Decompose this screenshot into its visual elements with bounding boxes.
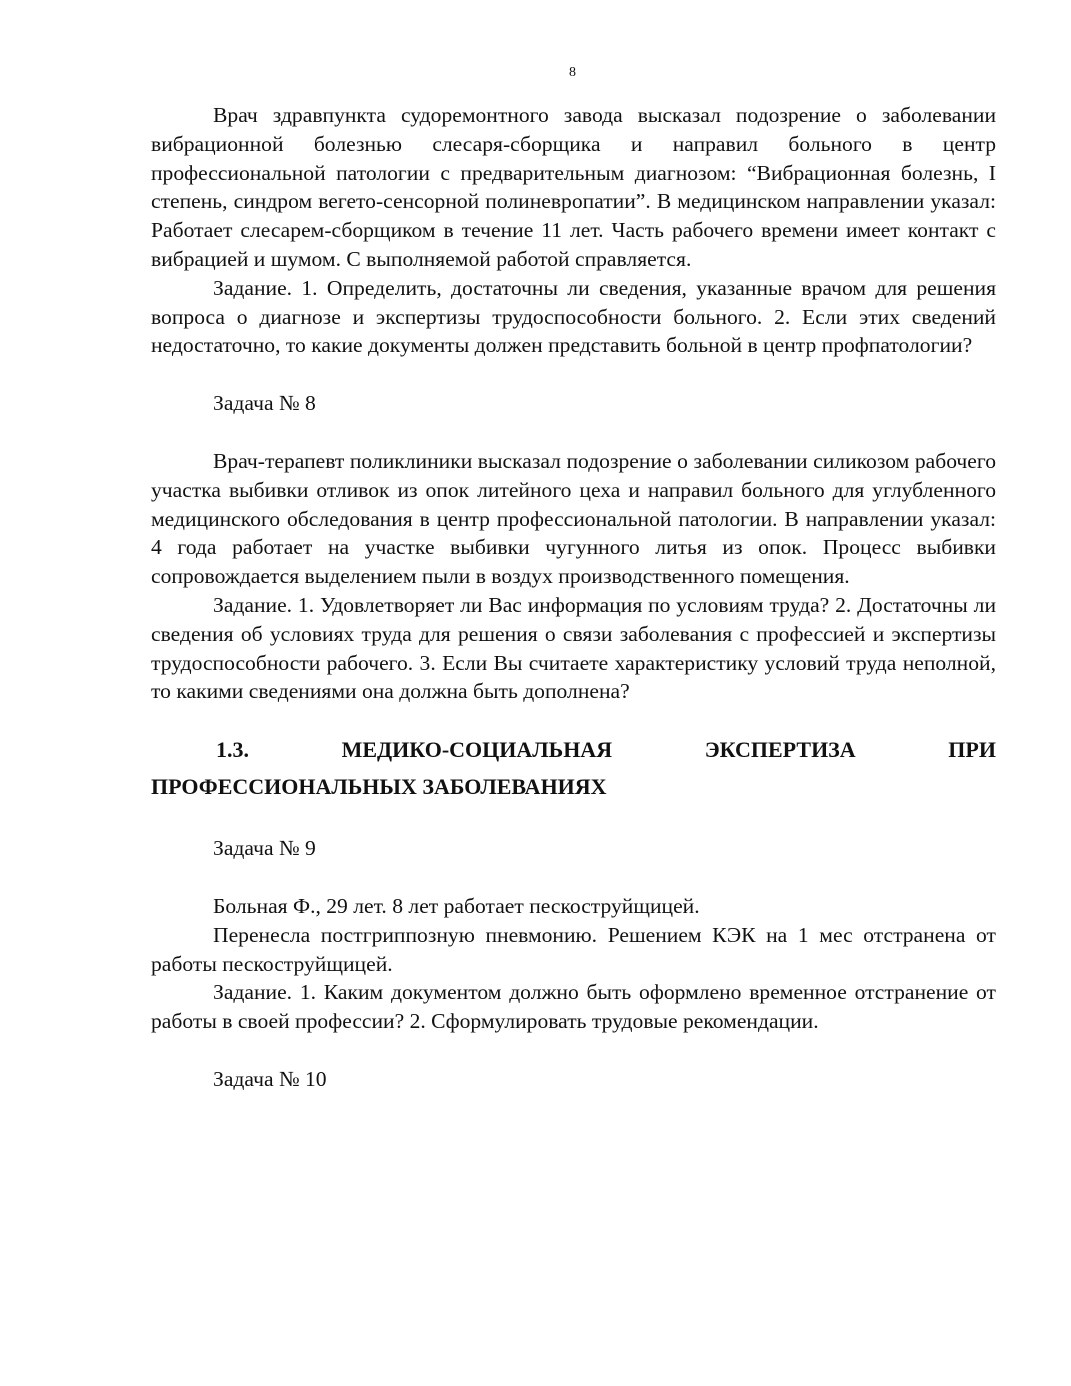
- task9-history-paragraph: Перенесла постгриппозную пневмонию. Решением КЭК на 1 мес отстранена от работы пескоструйщицей.: [151, 922, 996, 976]
- section-heading-word-3: ПРИ: [948, 737, 996, 763]
- section-heading-line-1: [151, 731, 996, 768]
- page-number: 8: [569, 65, 576, 80]
- section-heading-line-2: ПРОФЕССИОНАЛЬНЫХ ЗАБОЛЕВАНИЯХ: [151, 774, 607, 800]
- task9-patient-paragraph: Больная Ф., 29 лет. 8 лет работает пескоструйщицей.: [213, 893, 700, 918]
- section-heading-word-2: ЭКСПЕРТИЗА: [704, 737, 856, 763]
- task9-assignment-paragraph: Задание. 1. Каким документом должно быть оформлено временное отстранение от работы в своей профессии? 2. Сформулировать трудовые рекомендации.: [151, 980, 996, 1034]
- page-content: [151, 101, 996, 1123]
- task8-case-paragraph: Врач-терапевт поликлиники высказал подозрение о заболевании силикозом рабочего участка выбивки отливок из опок литейного цеха и направил больного для углубленного медицинского обследования в центр профессиональной патологии. В направлении указал: 4 года работает на участке выбивки чугунного литья из опок. Процесс выбивки сопровождается выделением пыли в воздух производственного помещения.: [151, 448, 996, 589]
- task7-assignment-paragraph: Задание. 1. Определить, достаточны ли сведения, указанные врачом для решения вопроса о диагнозе и экспертизы трудоспособности больного. 2. Если этих сведений недостаточно, то какие документы должен представить больной в центр профпатологии?: [151, 275, 996, 358]
- task7-case-paragraph: Врач здравпункта судоремонтного завода высказал подозрение о заболевании вибрационной болезнью слесаря-сборщика и направил больного в центр профессиональной патологии с предварительным диагнозом: “Вибрационная болезнь, I степень, синдром вегето-сенсорной полиневропатии”. В медицинском направлении указал: Работает слесарем-сборщиком в течение 11 лет. Часть рабочего времени имеет контакт с вибрацией и шумом. С выполняемой работой справляется.: [151, 103, 996, 271]
- task9-title: Задача № 9: [213, 836, 316, 861]
- section-number: 1.3.: [216, 737, 249, 763]
- task10-title: Задача № 10: [213, 1066, 327, 1091]
- section-heading-word-1: МЕДИКО-СОЦИАЛЬНАЯ: [341, 737, 613, 763]
- task8-assignment-paragraph: Задание. 1. Удовлетворяет ли Вас информация по условиям труда? 2. Достаточны ли сведения об условиях труда для решения о связи заболевания с профессией и экспертизы трудоспособности рабочего. 3. Если Вы считаете характеристику условий труда неполной, то какими сведениями она должна быть дополнена?: [151, 592, 996, 704]
- task8-title: Задача № 8: [213, 391, 316, 416]
- section-heading: [151, 731, 996, 805]
